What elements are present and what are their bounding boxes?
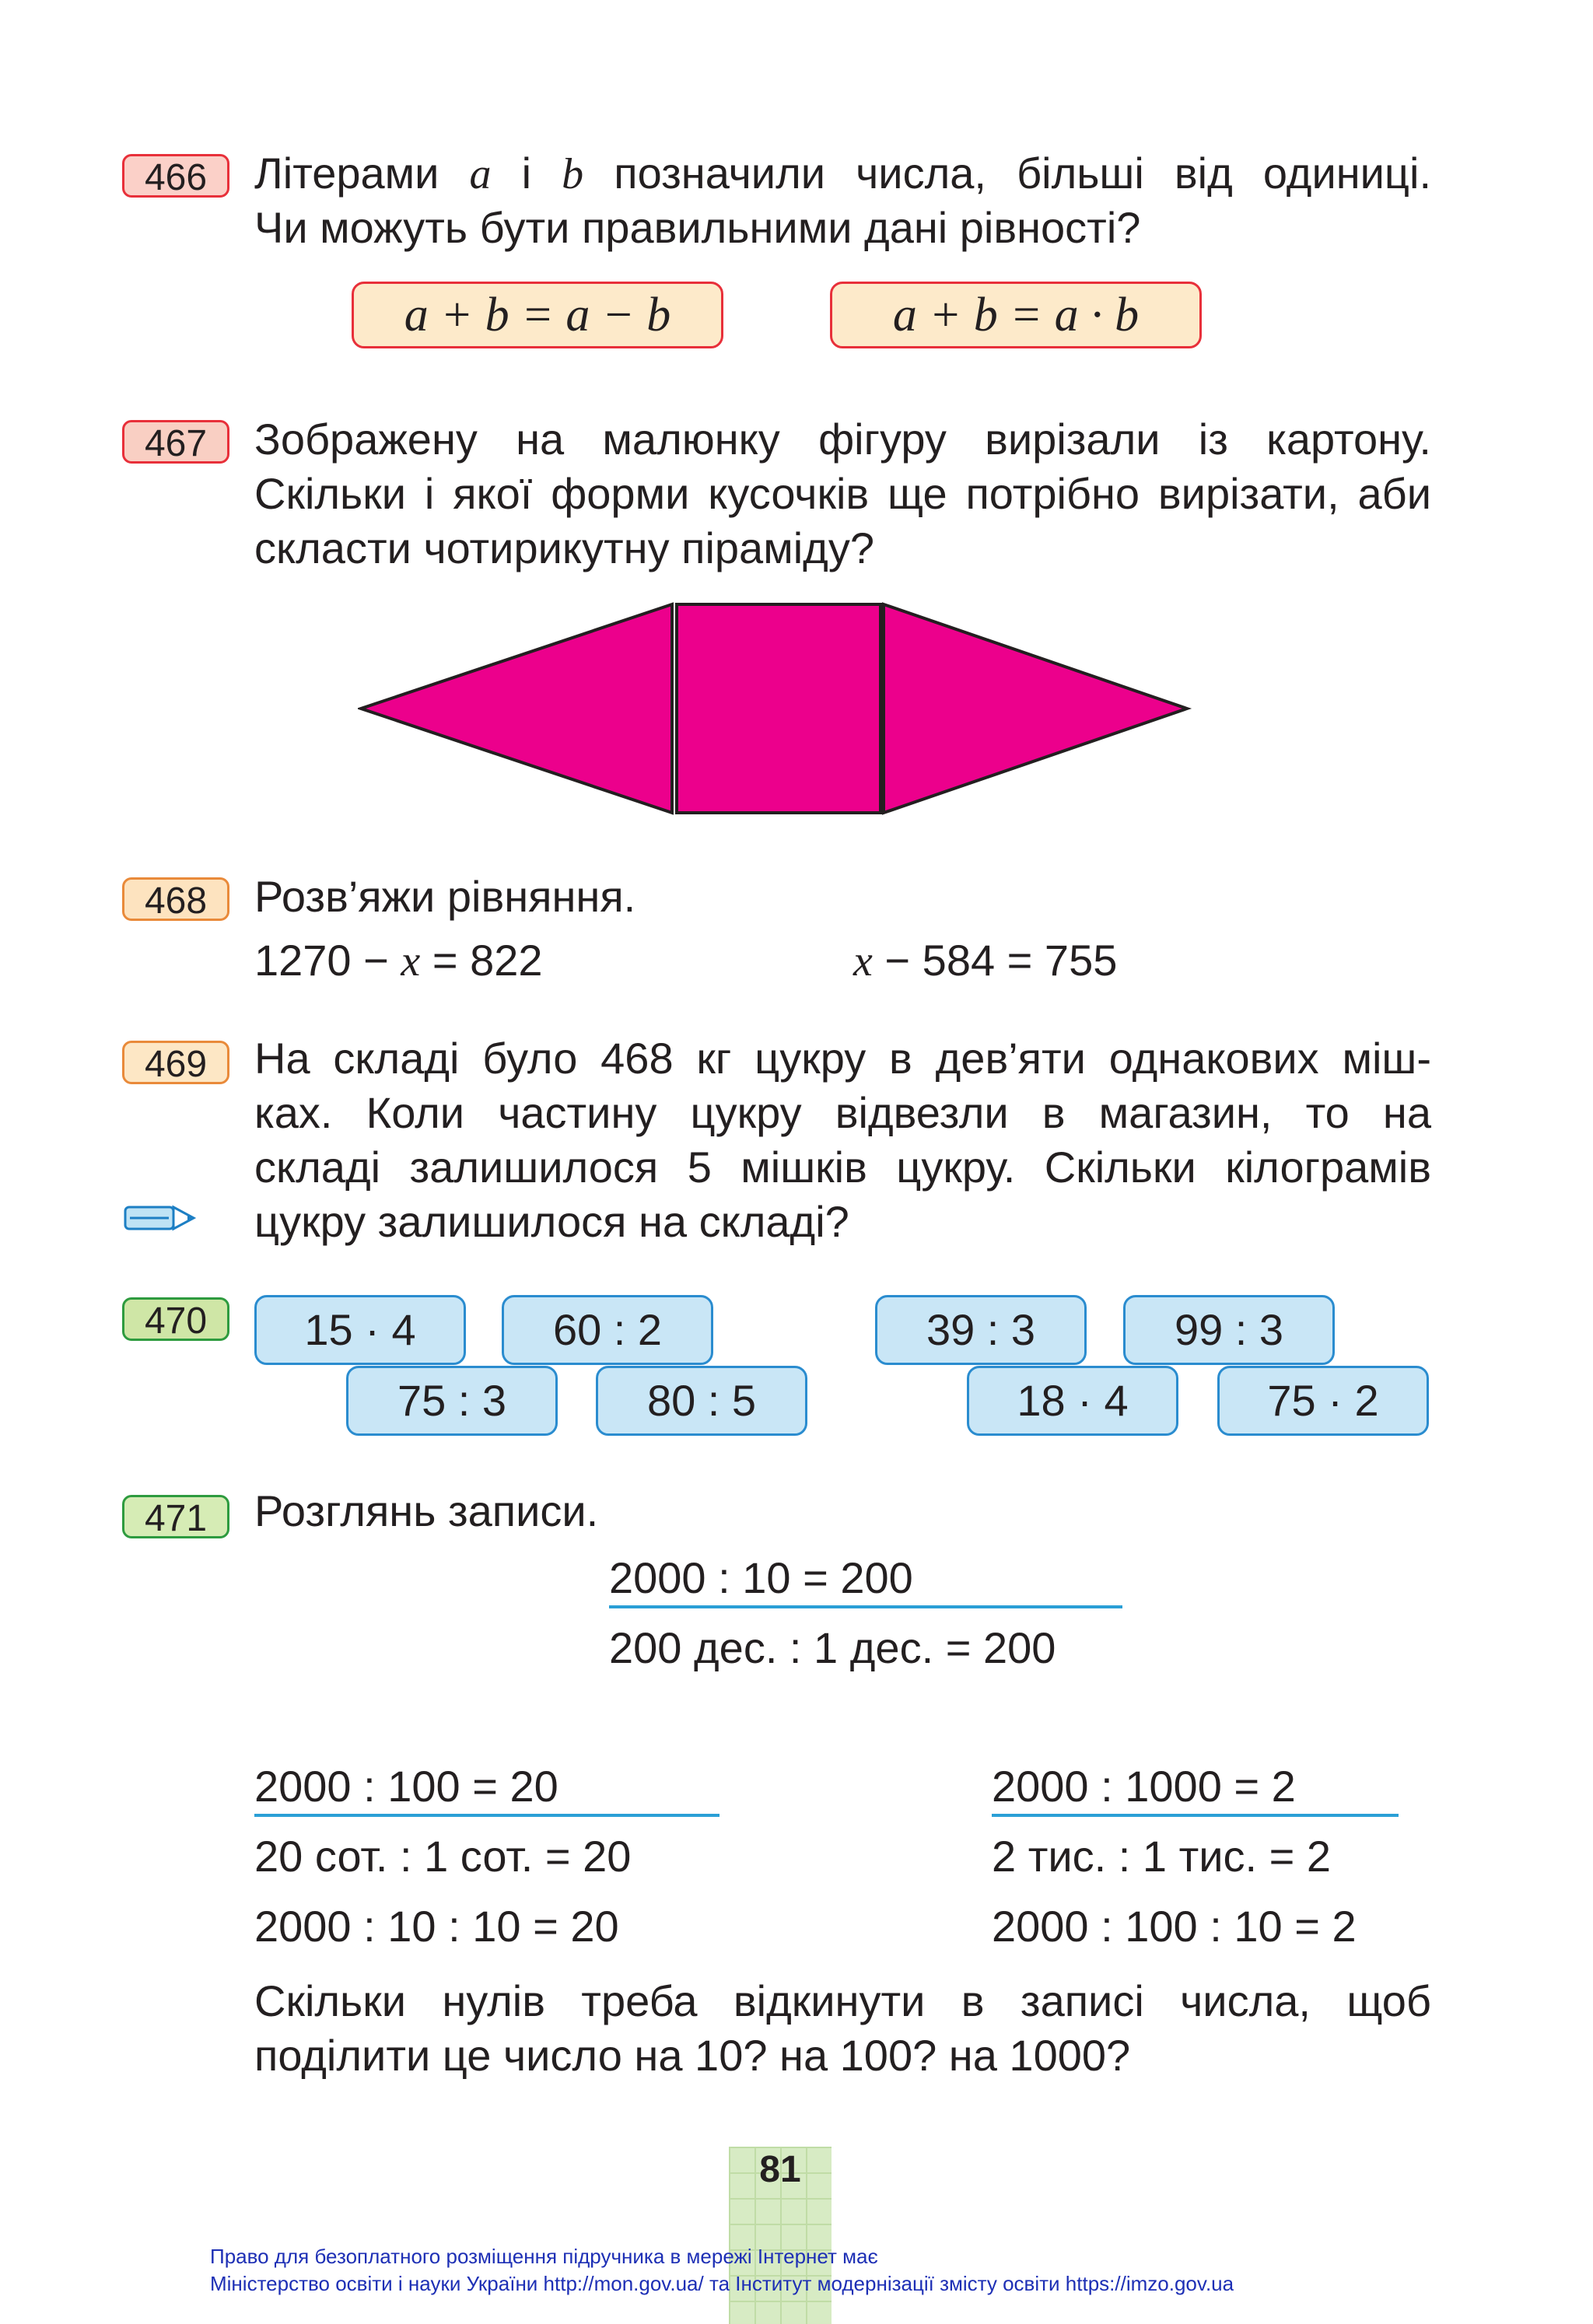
problem-467-line1: Зображену на малюнку фігуру вирізали із картону.: [254, 415, 1431, 464]
underline: [992, 1814, 1399, 1817]
text-fragment: позначили числа, більші від одиниці.: [583, 149, 1432, 198]
expression-box: 60 : 2: [502, 1295, 713, 1365]
center-record-1: 2000 : 10 = 200: [609, 1553, 913, 1602]
text-fragment: − 584 = 755: [872, 936, 1118, 985]
problem-number-471: 471: [122, 1495, 229, 1538]
variable-x: x: [401, 937, 421, 985]
right-record-2: 2 тис. : 1 тис. = 2: [992, 1832, 1332, 1881]
expression-box: 18 · 4: [967, 1366, 1178, 1436]
pencil-icon: [121, 1198, 198, 1238]
text-fragment: = 822: [420, 936, 543, 985]
problem-467-line3: скласти чотирикутну піраміду?: [254, 523, 874, 572]
problem-number-466: 466: [122, 154, 229, 198]
equation-468-2: [853, 933, 1117, 989]
center-record-2: 200 дес. : 1 дес. = 200: [609, 1623, 1056, 1672]
problem-number-469: 469: [122, 1041, 229, 1084]
expression-box: 39 : 3: [875, 1295, 1087, 1365]
problem-466-line1: [254, 146, 1431, 201]
expression-box: 99 : 3: [1123, 1295, 1335, 1365]
left-record-3: 2000 : 10 : 10 = 20: [254, 1902, 619, 1951]
pyramid-net-figure: [358, 595, 1198, 821]
problem-471-question-line2: поділити це число на 10? на 100? на 1000?: [254, 2031, 1131, 2080]
underline: [609, 1605, 1122, 1608]
problem-number-467: 467: [122, 420, 229, 464]
problem-469-line3: складі залишилося 5 мішків цукру. Скільки кілограмів: [254, 1143, 1431, 1192]
center-square: [677, 604, 881, 813]
equation-468-1: [254, 933, 543, 989]
left-record-2: 20 сот. : 1 сот. = 20: [254, 1832, 632, 1881]
problem-471-task: Розглянь записи.: [254, 1486, 599, 1535]
right-record-3: 2000 : 100 : 10 = 2: [992, 1902, 1357, 1951]
equation-box-2: a + b = a · b: [830, 282, 1202, 348]
problem-471-question-line1: Скільки нулів треба відкинути в записі числа, щоб: [254, 1976, 1431, 2025]
problem-469-line2: ках. Коли частину цукру відвезли в магазин, то на: [254, 1088, 1431, 1137]
problem-469-line4: цукру залишилося на складі?: [254, 1197, 849, 1246]
text-fragment: і: [491, 149, 562, 198]
expression-box: 75 : 3: [346, 1366, 558, 1436]
problem-number-468: 468: [122, 877, 229, 921]
problem-469-line1: На складі було 468 кг цукру в дев’яти однакових міш-: [254, 1034, 1431, 1083]
left-record-1: 2000 : 100 = 20: [254, 1762, 558, 1811]
underline: [254, 1814, 719, 1817]
footer-line-2: Міністерство освіти і науки України http://mon.gov.ua/ та Інститут модернізації змісту освіти https://imzo.gov.ua: [210, 2272, 1234, 2295]
expression-box: 15 · 4: [254, 1295, 466, 1365]
right-triangle: [884, 604, 1187, 813]
right-record-1: 2000 : 1000 = 2: [992, 1762, 1296, 1811]
expression-box: 80 : 5: [596, 1366, 807, 1436]
page-number: 81: [759, 2149, 801, 2190]
footer-line-1: Право для безоплатного розміщення підручника в мережі Інтернет має: [210, 2245, 878, 2268]
problem-466-line2: Чи можуть бути правильними дані рівності?: [254, 203, 1141, 252]
problem-468-task: Розв’яжи рівняння.: [254, 872, 636, 921]
variable-a: a: [469, 150, 492, 198]
variable-x: x: [853, 937, 873, 985]
text-fragment: Літерами: [254, 149, 470, 198]
left-triangle: [361, 604, 672, 813]
equation-box-1: a + b = a − b: [352, 282, 723, 348]
text-fragment: 1270 −: [254, 936, 401, 985]
problem-number-470: 470: [122, 1297, 229, 1341]
variable-b: b: [562, 150, 584, 198]
problem-467-line2: Скільки і якої форми кусочків ще потрібно вирізати, аби: [254, 469, 1431, 518]
expression-box: 75 · 2: [1217, 1366, 1429, 1436]
